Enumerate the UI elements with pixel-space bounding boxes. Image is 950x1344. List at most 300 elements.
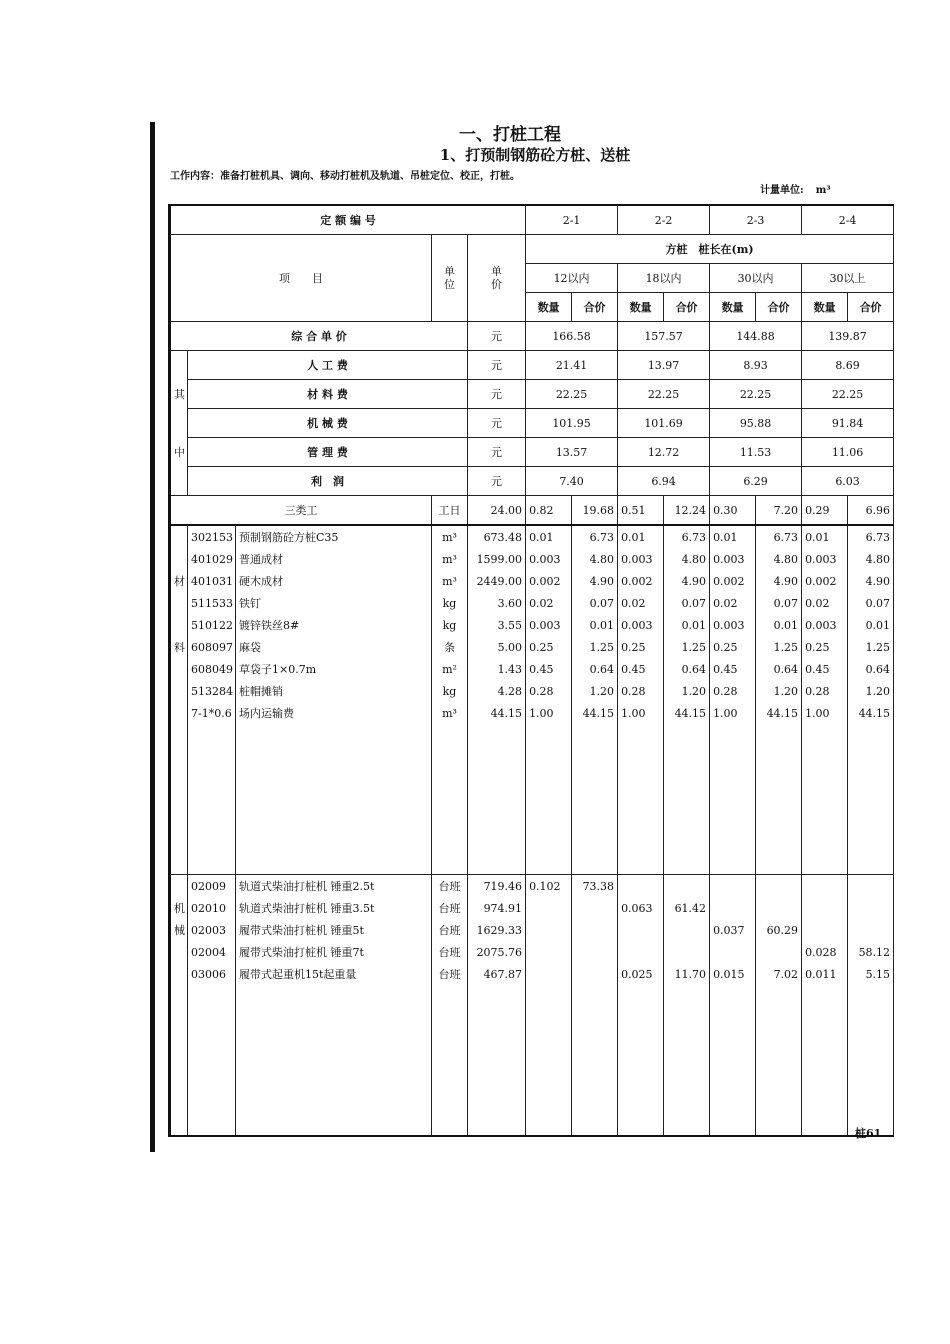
item-amount — [664, 875, 710, 898]
section-title: 一、打桩工程 — [459, 125, 561, 145]
blank-cell — [664, 724, 710, 875]
item-price: 719.46 — [468, 875, 526, 898]
material-row — [170, 592, 894, 614]
item-name: 场内运输费 — [236, 702, 432, 724]
labor-amount: 6.96 — [848, 496, 894, 526]
labor-amount: 19.68 — [572, 496, 618, 526]
item-code: 608097 — [188, 636, 236, 658]
breakdown-value: 22.25 — [802, 380, 894, 409]
material-row — [170, 525, 894, 548]
item-qty: 0.25 — [618, 636, 664, 658]
item-price: 1629.33 — [468, 919, 526, 941]
composite-label: 综 合 单 价 — [170, 322, 468, 351]
item-price: 1599.00 — [468, 548, 526, 570]
length-class-1: 12以内 — [526, 264, 618, 293]
item-name: 草袋子1×0.7m — [236, 658, 432, 680]
item-amount: 4.90 — [664, 570, 710, 592]
item-unit: 台班 — [432, 897, 468, 919]
item-qty: 0.02 — [618, 592, 664, 614]
item-qty: 0.45 — [802, 658, 848, 680]
breakdown-value: 13.97 — [618, 351, 710, 380]
item-code: 02010 — [188, 897, 236, 919]
item-code: 02004 — [188, 941, 236, 963]
side-label — [170, 680, 188, 702]
item-name: 镀锌铁丝8# — [236, 614, 432, 636]
item-name: 普通成材 — [236, 548, 432, 570]
composite-value: 157.57 — [618, 322, 710, 351]
item-qty: 0.003 — [802, 614, 848, 636]
item-amount — [848, 897, 894, 919]
qty-label: 数量 — [710, 293, 756, 322]
side-label — [170, 614, 188, 636]
item-amount: 44.15 — [848, 702, 894, 724]
item-amount: 0.64 — [572, 658, 618, 680]
item-price: 2075.76 — [468, 941, 526, 963]
blank-cell — [236, 724, 432, 875]
labor-qty: 0.30 — [710, 496, 756, 526]
item-price: 974.91 — [468, 897, 526, 919]
breakdown-value: 6.94 — [618, 467, 710, 496]
labor-qty: 0.29 — [802, 496, 848, 526]
item-price: 673.48 — [468, 525, 526, 548]
item-qty: 0.01 — [802, 525, 848, 548]
item-unit: kg — [432, 614, 468, 636]
item-amount — [572, 897, 618, 919]
item-amount: 1.20 — [756, 680, 802, 702]
breakdown-row — [170, 351, 894, 380]
side-label — [170, 592, 188, 614]
breakdown-value: 8.69 — [802, 351, 894, 380]
item-name: 铁钉 — [236, 592, 432, 614]
item-qty — [710, 941, 756, 963]
side-label — [170, 548, 188, 570]
length-class-2: 18以内 — [618, 264, 710, 293]
item-amount: 1.25 — [664, 636, 710, 658]
code-2-1: 2-1 — [526, 205, 618, 235]
item-unit: 台班 — [432, 963, 468, 985]
item-qty: 0.25 — [710, 636, 756, 658]
item-amount — [756, 897, 802, 919]
side-label: 料 — [170, 636, 188, 658]
item-unit: m³ — [432, 702, 468, 724]
materials-section — [170, 525, 894, 875]
breakdown-value: 7.40 — [526, 467, 618, 496]
item-qty: 0.28 — [526, 680, 572, 702]
breakdown-value: 12.72 — [618, 438, 710, 467]
among-label: 中 — [170, 438, 188, 467]
code-2-2: 2-2 — [618, 205, 710, 235]
qty-label: 数量 — [526, 293, 572, 322]
item-amount: 4.80 — [664, 548, 710, 570]
item-amount: 44.15 — [756, 702, 802, 724]
item-price: 3.60 — [468, 592, 526, 614]
item-name: 履带式柴油打桩机 锤重7t — [236, 941, 432, 963]
item-amount: 5.15 — [848, 963, 894, 985]
item-amount: 4.80 — [848, 548, 894, 570]
breakdown-row — [170, 467, 894, 496]
length-class-4: 30以上 — [802, 264, 894, 293]
breakdown-value: 101.69 — [618, 409, 710, 438]
side-label: 机 — [170, 897, 188, 919]
blank-cell — [618, 985, 664, 1136]
labor-price: 24.00 — [468, 496, 526, 526]
unit-label: 计量单位: — [760, 185, 804, 196]
side-label: 械 — [170, 919, 188, 941]
breakdown-value: 22.25 — [710, 380, 802, 409]
blank-cell — [802, 985, 848, 1136]
side-label — [170, 702, 188, 724]
breakdown-row — [170, 409, 894, 438]
breakdown-value: 22.25 — [618, 380, 710, 409]
item-qty: 0.01 — [526, 525, 572, 548]
qty-label: 数量 — [618, 293, 664, 322]
item-amount: 4.80 — [572, 548, 618, 570]
blank-cell — [432, 724, 468, 875]
item-price: 2449.00 — [468, 570, 526, 592]
material-row — [170, 702, 894, 724]
item-amount — [572, 963, 618, 985]
blank-cell — [756, 724, 802, 875]
item-amount: 58.12 — [848, 941, 894, 963]
item-amount: 0.01 — [848, 614, 894, 636]
composite-price-row — [170, 322, 894, 351]
breakdown-value: 95.88 — [710, 409, 802, 438]
breakdown-value: 8.93 — [710, 351, 802, 380]
item-amount: 4.90 — [572, 570, 618, 592]
code-2-4: 2-4 — [802, 205, 894, 235]
item-amount: 0.64 — [848, 658, 894, 680]
machinery-row — [170, 963, 894, 985]
item-qty: 1.00 — [526, 702, 572, 724]
item-qty — [526, 963, 572, 985]
among-label — [170, 409, 188, 438]
item-qty — [710, 897, 756, 919]
item-qty: 0.45 — [526, 658, 572, 680]
item-amount — [756, 875, 802, 898]
item-amount: 6.73 — [848, 525, 894, 548]
item-qty: 0.01 — [618, 525, 664, 548]
composite-unit: 元 — [468, 322, 526, 351]
item-qty: 0.28 — [618, 680, 664, 702]
item-amount: 1.20 — [664, 680, 710, 702]
composite-value: 144.88 — [710, 322, 802, 351]
item-qty — [618, 875, 664, 898]
item-amount: 6.73 — [756, 525, 802, 548]
item-unit: m³ — [432, 548, 468, 570]
breakdown-unit: 元 — [468, 467, 526, 496]
item-amount — [848, 919, 894, 941]
blank-cell — [710, 724, 756, 875]
item-amount — [572, 941, 618, 963]
item-qty: 0.003 — [526, 614, 572, 636]
blank-cell — [802, 724, 848, 875]
item-qty: 1.00 — [618, 702, 664, 724]
item-qty: 0.003 — [802, 548, 848, 570]
item-qty: 0.45 — [618, 658, 664, 680]
among-label — [170, 351, 188, 380]
breakdown-value: 6.29 — [710, 467, 802, 496]
blank-cell — [848, 724, 894, 875]
breakdown-value: 6.03 — [802, 467, 894, 496]
item-qty: 1.00 — [710, 702, 756, 724]
breakdown-label: 利 润 — [188, 467, 468, 496]
item-qty: 0.45 — [710, 658, 756, 680]
item-price: 5.00 — [468, 636, 526, 658]
item-code: 401031 — [188, 570, 236, 592]
side-label — [170, 658, 188, 680]
blank-cell — [170, 985, 188, 1136]
item-qty — [618, 941, 664, 963]
item-name: 麻袋 — [236, 636, 432, 658]
item-qty: 0.003 — [618, 548, 664, 570]
page-number: 桩61 — [855, 1127, 882, 1140]
item-qty: 0.003 — [710, 614, 756, 636]
item-amount: 6.73 — [664, 525, 710, 548]
length-class-3: 30以内 — [710, 264, 802, 293]
item-amount: 1.25 — [572, 636, 618, 658]
item-qty: 0.28 — [802, 680, 848, 702]
material-row — [170, 658, 894, 680]
amount-label: 合价 — [848, 293, 894, 322]
item-code: 511533 — [188, 592, 236, 614]
item-unit: 台班 — [432, 919, 468, 941]
among-label — [170, 467, 188, 496]
blank-cell — [618, 724, 664, 875]
item-amount — [756, 941, 802, 963]
labor-qty: 0.82 — [526, 496, 572, 526]
item-amount: 1.20 — [572, 680, 618, 702]
material-row — [170, 636, 894, 658]
item-unit: m³ — [432, 570, 468, 592]
item-amount: 44.15 — [572, 702, 618, 724]
breakdown-unit: 元 — [468, 438, 526, 467]
item-unit: 台班 — [432, 941, 468, 963]
item-price: 4.28 — [468, 680, 526, 702]
item-qty: 0.002 — [618, 570, 664, 592]
item-amount: 44.15 — [664, 702, 710, 724]
material-row — [170, 680, 894, 702]
item-amount: 0.07 — [572, 592, 618, 614]
machinery-row — [170, 875, 894, 898]
among-label: 其 — [170, 380, 188, 409]
item-qty: 0.025 — [618, 963, 664, 985]
item-qty: 0.037 — [710, 919, 756, 941]
labor-unit: 工日 — [432, 496, 468, 526]
side-label — [170, 963, 188, 985]
unit-value: m³ — [815, 185, 831, 196]
quota-code-row — [170, 205, 894, 235]
item-code: 401029 — [188, 548, 236, 570]
item-amount — [664, 941, 710, 963]
item-qty — [802, 919, 848, 941]
item-amount: 1.25 — [848, 636, 894, 658]
blank-cell — [572, 985, 618, 1136]
breakdown-label: 机 械 费 — [188, 409, 468, 438]
item-qty: 0.003 — [526, 548, 572, 570]
machinery-section — [170, 875, 894, 1137]
breakdown-unit: 元 — [468, 409, 526, 438]
item-amount: 4.80 — [756, 548, 802, 570]
item-code: 302153 — [188, 525, 236, 548]
breakdown-value: 11.53 — [710, 438, 802, 467]
item-unit: 条 — [432, 636, 468, 658]
amount-label: 合价 — [572, 293, 618, 322]
item-amount: 0.01 — [572, 614, 618, 636]
item-price: 44.15 — [468, 702, 526, 724]
machinery-row — [170, 897, 894, 919]
item-qty: 0.02 — [710, 592, 756, 614]
item-amount — [848, 875, 894, 898]
item-amount: 0.07 — [664, 592, 710, 614]
item-code: 510122 — [188, 614, 236, 636]
item-qty: 1.00 — [802, 702, 848, 724]
item-qty — [526, 919, 572, 941]
item-qty: 0.002 — [710, 570, 756, 592]
unit-line — [760, 181, 831, 196]
item-qty: 0.02 — [526, 592, 572, 614]
breakdown-unit: 元 — [468, 351, 526, 380]
item-code: 03006 — [188, 963, 236, 985]
labor-amount: 7.20 — [756, 496, 802, 526]
item-qty — [526, 897, 572, 919]
labor-name: 三类工 — [170, 496, 432, 526]
item-unit: m³ — [432, 525, 468, 548]
blank-cell — [526, 985, 572, 1136]
side-label — [170, 941, 188, 963]
breakdown-value: 21.41 — [526, 351, 618, 380]
quota-code-label: 定 额 编 号 — [170, 205, 526, 235]
item-unit: 台班 — [432, 875, 468, 898]
item-amount: 0.64 — [664, 658, 710, 680]
left-binding-edge — [150, 122, 155, 1152]
item-amount: 4.90 — [756, 570, 802, 592]
item-qty — [802, 875, 848, 898]
qty-label: 数量 — [802, 293, 848, 322]
blank-cell — [432, 985, 468, 1136]
blank-row — [170, 985, 894, 1136]
item-qty — [526, 941, 572, 963]
blank-row — [170, 724, 894, 875]
item-name: 预制钢筋砼方桩C35 — [236, 525, 432, 548]
quota-table — [168, 204, 894, 1137]
breakdown-label: 材 料 费 — [188, 380, 468, 409]
item-amount: 6.73 — [572, 525, 618, 548]
side-label — [170, 875, 188, 898]
item-qty — [802, 897, 848, 919]
item-header: 项 目 — [170, 235, 432, 322]
item-qty: 0.003 — [618, 614, 664, 636]
subsection-title: 1、打预制钢筋砼方桩、送桩 — [439, 146, 631, 164]
unit-header: 单 位 — [432, 235, 468, 322]
item-qty: 0.015 — [710, 963, 756, 985]
side-label: 材 — [170, 570, 188, 592]
item-unit: kg — [432, 592, 468, 614]
item-unit: m² — [432, 658, 468, 680]
item-code: 608049 — [188, 658, 236, 680]
item-name: 履带式柴油打桩机 锤重5t — [236, 919, 432, 941]
blank-cell — [468, 724, 526, 875]
item-amount: 1.20 — [848, 680, 894, 702]
blank-cell — [236, 985, 432, 1136]
side-label — [170, 525, 188, 548]
material-row — [170, 570, 894, 592]
machinery-row — [170, 919, 894, 941]
work-content: 工作内容：准备打桩机具、调向、移动打桩机及轨道、吊桩定位、校正，打桩。 — [170, 171, 520, 182]
item-code: 513284 — [188, 680, 236, 702]
breakdown-label: 管 理 费 — [188, 438, 468, 467]
material-row — [170, 548, 894, 570]
composite-value: 139.87 — [802, 322, 894, 351]
item-name: 桩帽摊销 — [236, 680, 432, 702]
breakdown-value: 11.06 — [802, 438, 894, 467]
item-amount: 7.02 — [756, 963, 802, 985]
item-qty: 0.011 — [802, 963, 848, 985]
item-name: 轨道式柴油打桩机 锤重3.5t — [236, 897, 432, 919]
price-header: 单 价 — [468, 235, 526, 322]
blank-cell — [664, 985, 710, 1136]
item-amount: 60.29 — [756, 919, 802, 941]
item-qty: 0.01 — [710, 525, 756, 548]
item-name: 硬木成材 — [236, 570, 432, 592]
item-amount: 1.25 — [756, 636, 802, 658]
item-amount — [572, 919, 618, 941]
item-amount: 61.42 — [664, 897, 710, 919]
blank-cell — [526, 724, 572, 875]
item-qty: 0.102 — [526, 875, 572, 898]
item-qty: 0.063 — [618, 897, 664, 919]
item-price: 3.55 — [468, 614, 526, 636]
blank-cell — [188, 985, 236, 1136]
item-amount: 0.07 — [848, 592, 894, 614]
item-qty: 0.25 — [526, 636, 572, 658]
item-code: 02009 — [188, 875, 236, 898]
item-qty: 0.25 — [802, 636, 848, 658]
blank-cell — [848, 985, 894, 1136]
breakdown-value: 22.25 — [526, 380, 618, 409]
item-qty: 0.002 — [526, 570, 572, 592]
breakdown-unit: 元 — [468, 380, 526, 409]
item-qty: 0.028 — [802, 941, 848, 963]
labor-row — [170, 496, 894, 526]
item-amount: 0.64 — [756, 658, 802, 680]
labor-amount: 12.24 — [664, 496, 710, 526]
amount-label: 合价 — [664, 293, 710, 322]
amount-label: 合价 — [756, 293, 802, 322]
breakdown-value: 91.84 — [802, 409, 894, 438]
item-name: 履带式起重机15t起重量 — [236, 963, 432, 985]
item-amount: 0.01 — [756, 614, 802, 636]
breakdown-value: 13.57 — [526, 438, 618, 467]
item-qty: 0.28 — [710, 680, 756, 702]
blank-cell — [188, 724, 236, 875]
item-amount — [664, 919, 710, 941]
item-qty: 0.02 — [802, 592, 848, 614]
breakdown-label: 人 工 费 — [188, 351, 468, 380]
item-unit: kg — [432, 680, 468, 702]
item-amount: 4.90 — [848, 570, 894, 592]
breakdown-row — [170, 438, 894, 467]
item-amount: 0.07 — [756, 592, 802, 614]
item-code: 02003 — [188, 919, 236, 941]
item-price: 1.43 — [468, 658, 526, 680]
blank-cell — [468, 985, 526, 1136]
item-name: 轨道式柴油打桩机 锤重2.5t — [236, 875, 432, 898]
breakdown-row — [170, 380, 894, 409]
item-qty — [618, 919, 664, 941]
code-2-3: 2-3 — [710, 205, 802, 235]
labor-qty: 0.51 — [618, 496, 664, 526]
blank-cell — [572, 724, 618, 875]
